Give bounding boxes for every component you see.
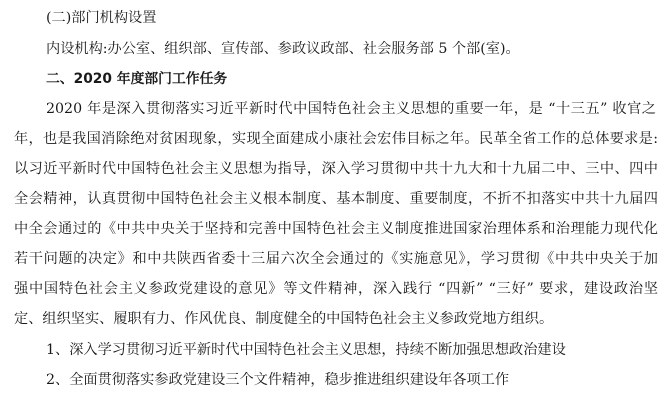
paragraph-line: 中全会通过的《中共中央关于坚持和完善中国特色社会主义制度推进国家治理体系和治理能力现代化	[14, 221, 658, 237]
task-item-2: 2、全面贯彻落实参政党建设三个文件精神，稳步推进组织建设年各项工作	[46, 372, 510, 388]
paragraph-line: 全会精神，认真贯彻中国特色社会主义根本制度、基本制度、重要制度，不折不扣落实中共十九届四	[14, 191, 658, 207]
paragraph-line: 定、组织坚实、履职有力、作风优良、制度健全的中国特色社会主义参政党地方组织。	[14, 311, 554, 327]
paragraph-line: 强中国特色社会主义参政党建设的意见》等文件精神，深入践行 “四新” “三好” 要求，建设政治坚	[14, 281, 658, 297]
paragraph-line: 以习近平新时代中国特色社会主义思想为指导，深入学习贯彻中共十九大和十九届二中、三中、四中	[14, 161, 658, 177]
tasks-heading: 二、2020 年度部门工作任务	[46, 71, 228, 87]
paragraph-line: 年，也是我国消除绝对贫困现象，实现全面建成小康社会宏伟目标之年。民革全省工作的总体要求是:	[14, 131, 658, 147]
paragraph-line: 若干问题的决定》和中共陕西省委十三届六次全会通过的《实施意见》，学习贯彻《中共中央关于加	[14, 251, 658, 267]
section-heading: (二)部门机构设置	[46, 10, 157, 26]
internal-units-line: 内设机构:办公室、组织部、宣传部、参政议政部、社会服务部 5 个部(室)。	[46, 41, 520, 57]
task-item-1: 1、深入学习贯彻习近平新时代中国特色社会主义思想，持续不断加强思想政治建设	[46, 342, 566, 358]
paragraph-line: 2020 年是深入贯彻落实习近平新时代中国特色社会主义思想的重要一年，是 “十三五” 收官之	[46, 101, 656, 117]
